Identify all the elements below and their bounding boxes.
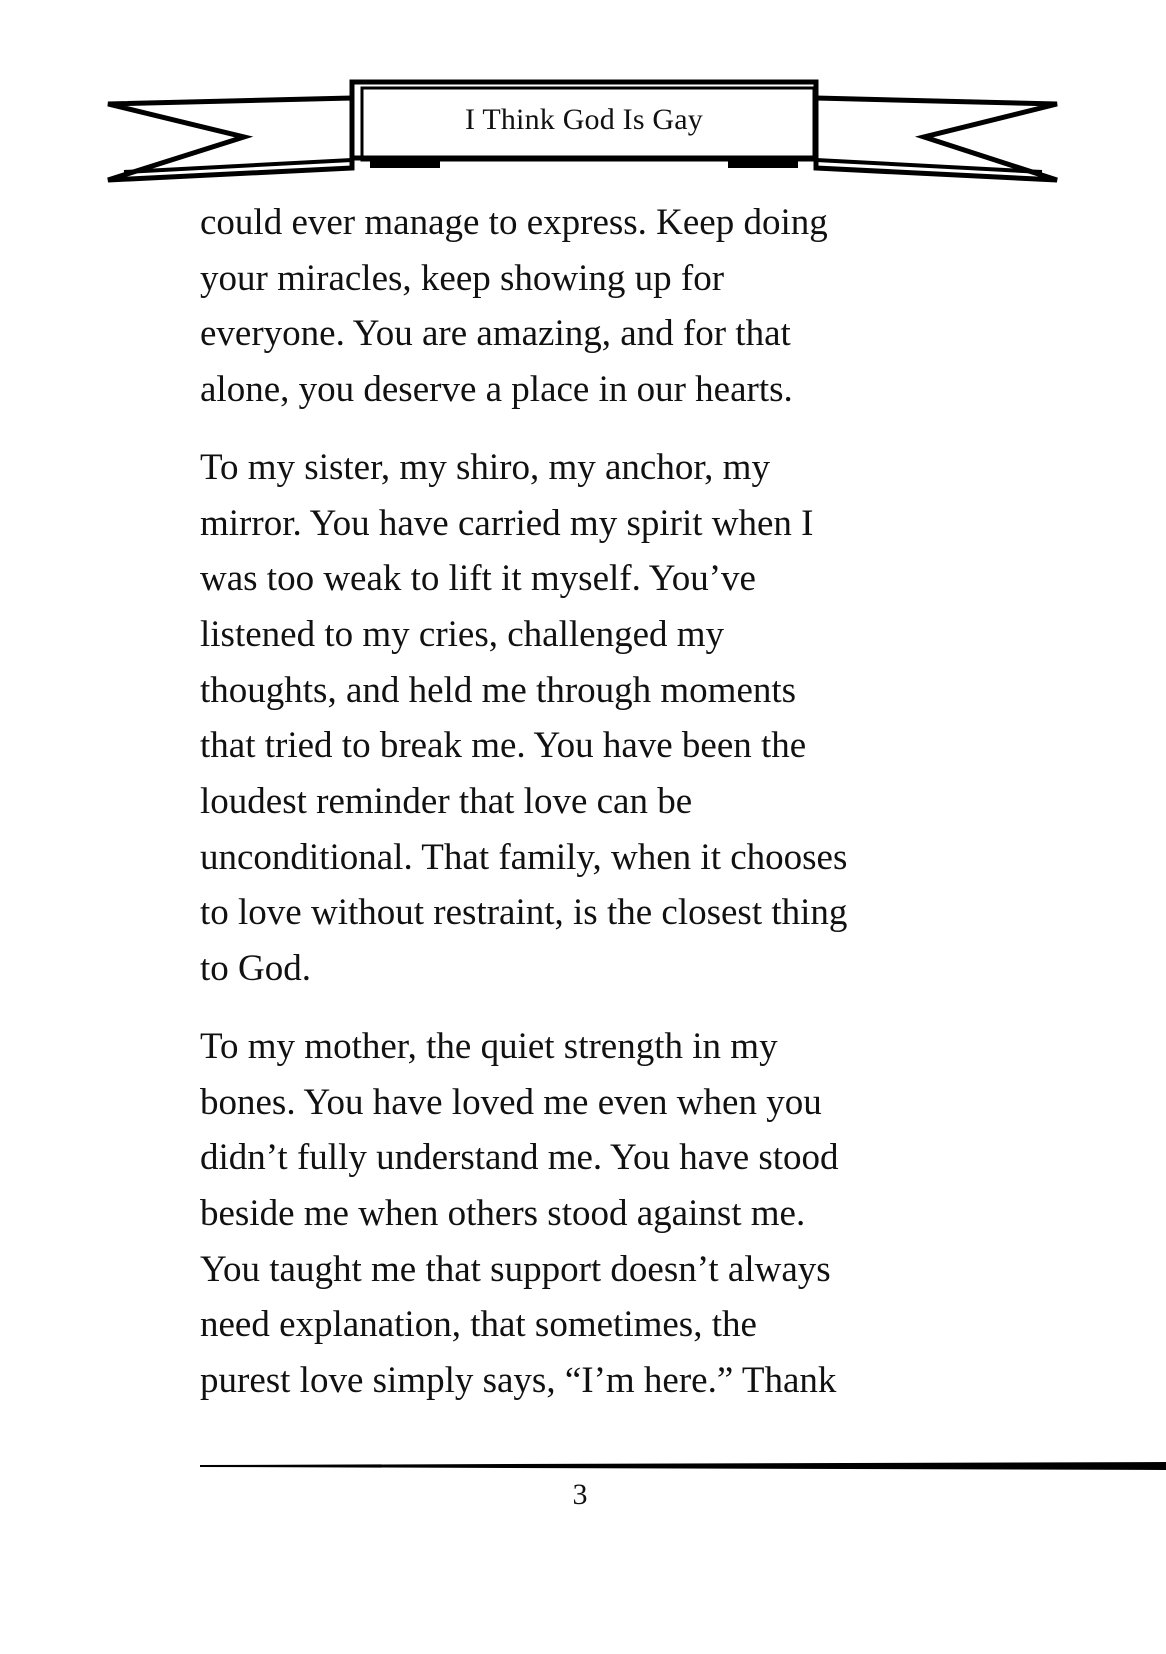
text-line: mirror. You have carried my spirit when I bbox=[200, 502, 814, 544]
body-text bbox=[200, 195, 970, 1431]
text-line: need explanation, that sometimes, the bbox=[200, 1304, 757, 1346]
text-line: didn’t fully understand me. You have stood bbox=[200, 1137, 839, 1179]
paragraph bbox=[200, 195, 970, 418]
text-line: loudest reminder that love can be bbox=[200, 781, 693, 823]
text-line: alone, you deserve a place in our hearts. bbox=[200, 369, 793, 411]
text-line: listened to my cries, challenged my bbox=[200, 613, 725, 655]
text-line: that tried to break me. You have been the bbox=[200, 725, 807, 767]
text-line: To my mother, the quiet strength in my bbox=[200, 1025, 778, 1067]
footer-rule bbox=[200, 1461, 1166, 1471]
text-line: You taught me that support doesn’t always bbox=[200, 1248, 831, 1290]
text-line: thoughts, and held me through moments bbox=[200, 669, 797, 711]
header-banner bbox=[0, 0, 1166, 200]
text-line: beside me when others stood against me. bbox=[200, 1192, 806, 1234]
text-line: everyone. You are amazing, and for that bbox=[200, 313, 791, 355]
paragraph bbox=[200, 1019, 970, 1409]
text-line: to God. bbox=[200, 948, 311, 990]
text-line: your miracles, keep showing up for bbox=[200, 257, 725, 299]
text-line: could ever manage to express. Keep doing bbox=[200, 202, 828, 243]
running-header-title: I Think God Is Gay bbox=[464, 103, 704, 136]
text-line: was too weak to lift it myself. You’ve bbox=[200, 558, 756, 600]
text-line: bones. You have loved me even when you bbox=[200, 1081, 822, 1123]
text-line: To my sister, my shiro, my anchor, my bbox=[200, 446, 770, 488]
paragraph bbox=[200, 440, 970, 997]
text-line: to love without restraint, is the closest thing bbox=[200, 892, 848, 934]
page-number: 3 bbox=[572, 1478, 588, 1511]
text-line: unconditional. That family, when it chooses bbox=[200, 836, 848, 878]
text-line: purest love simply says, “I’m here.” Thank bbox=[200, 1360, 837, 1402]
